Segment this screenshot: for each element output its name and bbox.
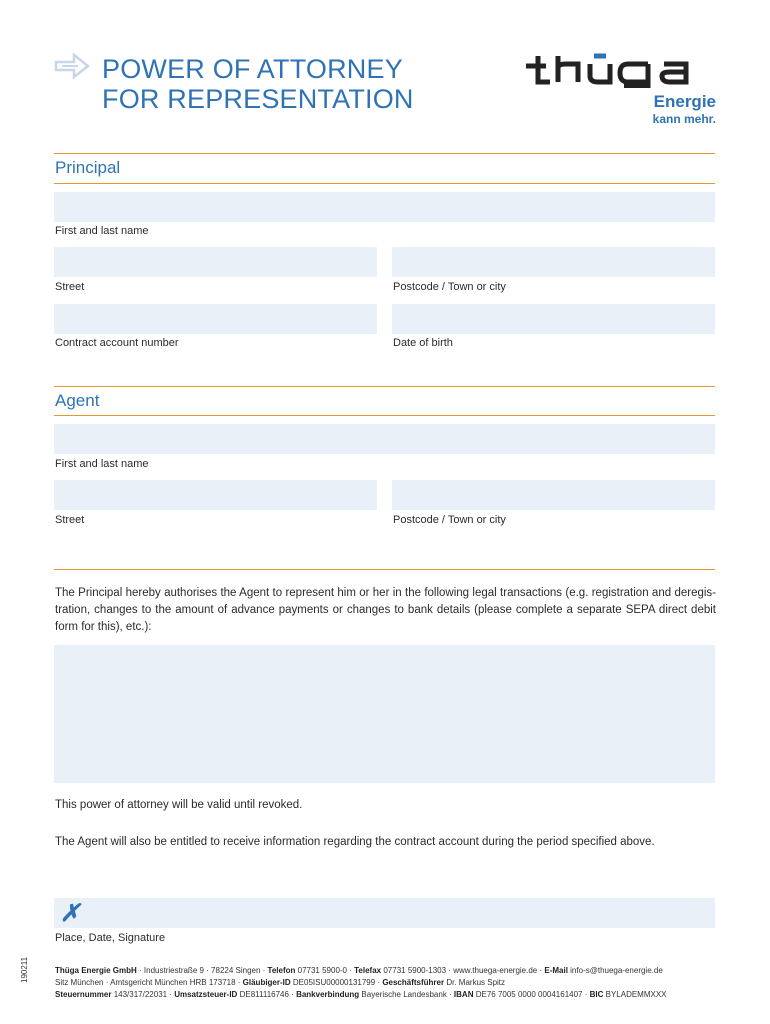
brand-slogan: kann mehr. xyxy=(652,112,716,126)
divider xyxy=(54,386,715,387)
divider xyxy=(54,415,715,416)
footer-ust: DE811116746 xyxy=(239,990,289,999)
footer-telefon: 07731 5900-0 xyxy=(297,966,348,975)
signature-mark-icon: ✗ xyxy=(60,900,81,927)
footer-telefax: 07731 5900-1303 xyxy=(383,966,447,975)
principal-heading: Principal xyxy=(55,158,121,177)
information-text: The Agent will also be entitled to receive information regarding the contract account during the period specified above. xyxy=(55,836,655,848)
principal-postcode-label: Postcode / Town or city xyxy=(393,281,506,293)
signature-field[interactable] xyxy=(54,898,715,928)
footer-email-label: E-Mail xyxy=(544,966,568,975)
agent-name-label: First and last name xyxy=(55,458,149,470)
agent-street-label: Street xyxy=(55,514,85,526)
principal-contract-label: Contract account number xyxy=(55,337,179,349)
footer-telefon-label: Telefon xyxy=(267,966,296,975)
divider xyxy=(54,183,715,184)
divider xyxy=(54,153,715,154)
title-line-2: FOR REPRESENTATION xyxy=(102,84,414,114)
principal-street-label: Street xyxy=(55,281,85,293)
footer-bic: BYLADEMMXXX xyxy=(605,990,667,999)
agent-name-field[interactable] xyxy=(54,424,715,454)
footer-line-1: Thüga Energie GmbH · Industriestraße 9 · 78224 Singen · Telefon 07731 5900-0 · Telefax 07731 5900-1303 · www.thuega-energie.de · E-Mail info-s@thuega-energie.de xyxy=(55,966,663,975)
footer-bank: Bayerische Landesbank xyxy=(361,990,447,999)
principal-name-field[interactable] xyxy=(54,192,715,222)
footer-company: Thüga Energie GmbH xyxy=(55,966,137,975)
principal-name-label: First and last name xyxy=(55,225,149,237)
footer-line-3: Steuernummer 143/317/22031 · Umsatzsteuer-ID DE811116746 · Bankverbindung Bayerische Landesbank · IBAN DE76 7005 0000 0004161407 · BIC BYLADEMMXXX xyxy=(55,990,667,999)
footer-sitz: Sitz München · Amtsgericht München HRB 173718 xyxy=(55,978,236,987)
thuega-logo xyxy=(524,52,718,128)
footer-web: www.thuega-energie.de xyxy=(453,966,538,975)
validity-text: This power of attorney will be valid until revoked. xyxy=(55,799,303,811)
arrow-icon xyxy=(54,52,92,80)
footer-bank-label: Bankverbindung xyxy=(296,990,360,999)
principal-dob-label: Date of birth xyxy=(393,337,453,349)
footer xyxy=(55,965,667,1001)
principal-postcode-field[interactable] xyxy=(392,247,715,277)
footer-glaeubiger: DE05ISU00000131799 xyxy=(292,978,376,987)
signature-label: Place, Date, Signature xyxy=(55,932,166,944)
footer-bic-label: BIC xyxy=(589,990,604,999)
document-number: 190211 xyxy=(20,956,29,983)
footer-telefax-label: Telefax xyxy=(354,966,382,975)
footer-glaeubiger-label: Gläubiger-ID xyxy=(242,978,291,987)
principal-street-field[interactable] xyxy=(54,247,377,277)
agent-street-field[interactable] xyxy=(54,480,377,510)
footer-address: Industriestraße 9 · 78224 Singen xyxy=(143,966,261,975)
footer-iban-label: IBAN xyxy=(453,990,474,999)
footer-ust-label: Umsatzsteuer-ID xyxy=(174,990,238,999)
agent-postcode-label: Postcode / Town or city xyxy=(393,514,506,526)
document-title xyxy=(102,54,414,114)
agent-postcode-field[interactable] xyxy=(392,480,715,510)
principal-dob-field[interactable] xyxy=(392,304,715,334)
footer-steuer: 143/317/22031 xyxy=(113,990,168,999)
title-line-1: POWER OF ATTORNEY xyxy=(102,54,403,84)
principal-contract-field[interactable] xyxy=(54,304,377,334)
thuega-wordmark xyxy=(524,52,718,88)
footer-line-2: Sitz München · Amtsgericht München HRB 173718 · Gläubiger-ID DE05ISU00000131799 · Geschäftsführer Dr. Markus Spitz xyxy=(55,978,506,987)
legal-transactions-field[interactable] xyxy=(54,645,715,783)
footer-email: info-s@thuega-energie.de xyxy=(570,966,663,975)
footer-steuer-label: Steuernummer xyxy=(55,990,112,999)
divider xyxy=(54,569,715,570)
footer-iban: DE76 7005 0000 0004161407 xyxy=(475,990,583,999)
agent-heading: Agent xyxy=(55,391,100,410)
brand-energie: Energie xyxy=(653,92,716,111)
footer-gf: Dr. Markus Spitz xyxy=(446,978,506,987)
authorisation-text: The Principal hereby authorises the Agent to represent him or her in the following legal transactions (e.g. registration and deregis-tration, changes to the amount of advance payments or changes to bank details (please complete a separate SEPA direct debit form for this), etc.): xyxy=(55,587,716,633)
footer-gf-label: Geschäftsführer xyxy=(382,978,445,987)
